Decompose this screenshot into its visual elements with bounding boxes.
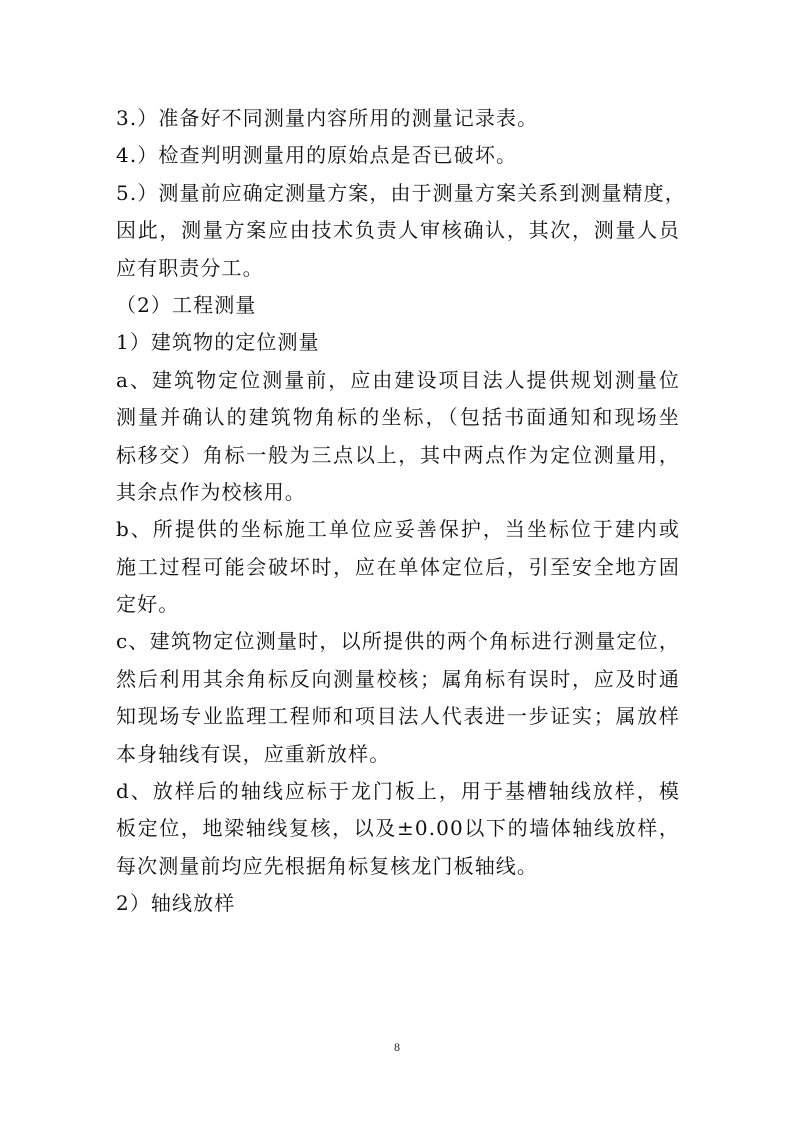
text-line-14: 定好。 — [116, 592, 180, 617]
section-heading-engineering-survey: （2）工程测量 — [116, 292, 257, 317]
text-line-18: 本身轴线有误，应重新放样。 — [116, 741, 391, 766]
text-line-20: 板定位，地梁轴线复核，以及±0.00以下的墙体轴线放样， — [116, 816, 680, 841]
text-line-15: c、建筑物定位测量时，以所提供的两个角标进行测量定位， — [116, 629, 680, 654]
text-line-2: 4.）检查判明测量用的原始点是否已破坏。 — [116, 143, 518, 168]
text-line-4: 因此，测量方案应由技术负责人审核确认，其次，测量人员 — [116, 218, 680, 243]
text-line-16: 然后利用其余角标反向测量校核；属角标有误时，应及时通 — [116, 666, 680, 691]
text-line-12: b、所提供的坐标施工单位应妥善保护，当坐标位于建内或 — [116, 517, 680, 542]
text-line-19: d、放样后的轴线应标于龙门板上，用于基槽轴线放样，模 — [116, 779, 680, 804]
text-line-17: 知现场专业监理工程师和项目法人代表进一步证实；属放样 — [116, 704, 680, 729]
text-line-8: a、建筑物定位测量前，应由建设项目法人提供规划测量位 — [116, 367, 680, 392]
text-line-9: 测量并确认的建筑物角标的坐标，（包括书面通知和现场坐 — [116, 405, 680, 430]
text-line-21: 每次测量前均应先根据角标复核龙门板轴线。 — [116, 853, 538, 878]
subsection-heading-building-positioning: 1）建筑物的定位测量 — [116, 330, 320, 355]
text-line-1: 3.）准备好不同测量内容所用的测量记录表。 — [116, 106, 539, 130]
subsection-heading-axis-layout: 2）轴线放样 — [116, 891, 236, 916]
text-line-10: 标移交）角标一般为三点以上，其中两点作为定位测量用， — [116, 442, 680, 467]
document-body — [116, 100, 686, 923]
text-line-11: 其余点作为校核用。 — [116, 479, 306, 504]
text-line-3: 5.）测量前应确定测量方案，由于测量方案关系到测量精度， — [116, 180, 686, 205]
text-line-13: 施工过程可能会破坏时，应在单体定位后，引至安全地方固 — [116, 554, 680, 579]
page-number: 8 — [394, 1040, 400, 1054]
text-line-5: 应有职责分工。 — [116, 255, 264, 280]
